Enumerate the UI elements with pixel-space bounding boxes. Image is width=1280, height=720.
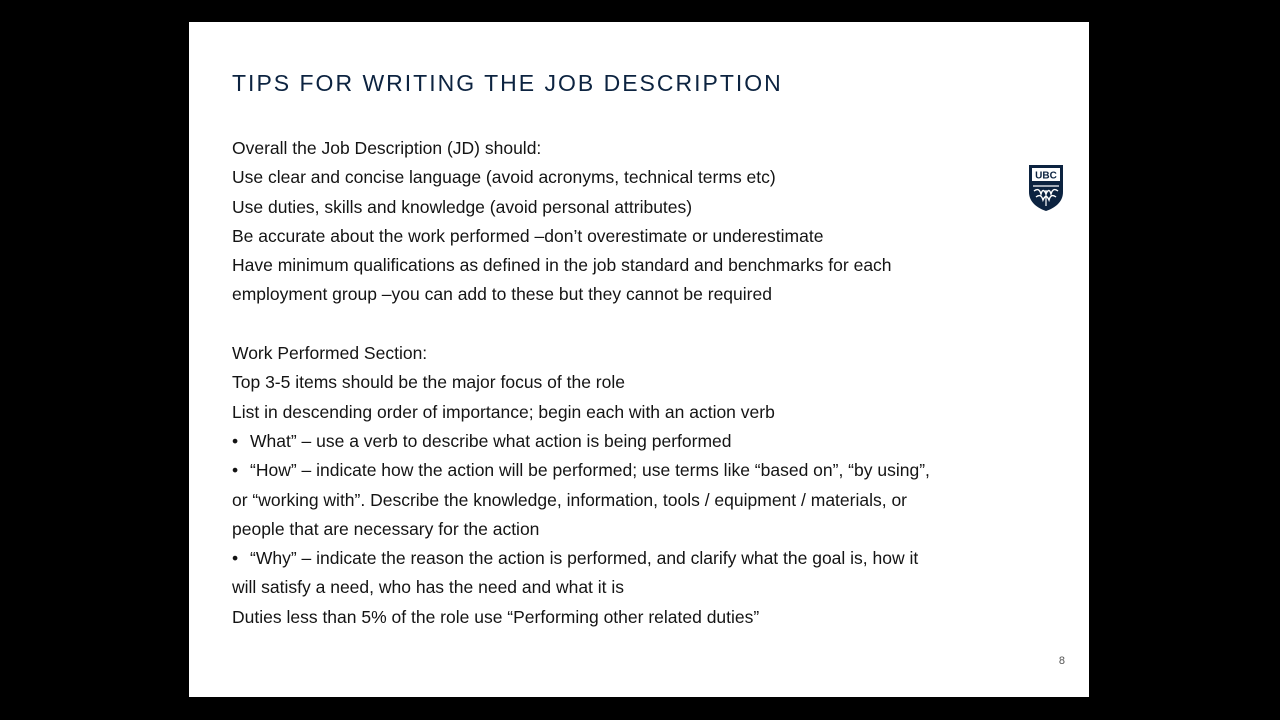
work-section-line: Top 3-5 items should be the major focus of the role xyxy=(232,372,625,393)
intro-line: Have minimum qualifications as defined in the job standard and benchmarks for each xyxy=(232,255,892,276)
slide-body xyxy=(232,134,992,632)
bullet-why xyxy=(232,544,992,573)
bullet-how-continued: or “working with”. Describe the knowledge, information, tools / equipment / materials, or xyxy=(232,489,908,510)
intro-line: Use duties, skills and knowledge (avoid personal attributes) xyxy=(232,196,693,217)
paragraph-spacer xyxy=(232,310,992,339)
intro-heading: Overall the Job Description (JD) should: xyxy=(232,138,542,158)
work-section-line: List in descending order of importance; begin each with an action verb xyxy=(232,401,775,422)
logo-text: UBC xyxy=(1035,170,1057,182)
bullet-icon: • xyxy=(232,430,239,451)
bullet-what xyxy=(232,427,992,456)
bullet-what-text: What” – use a verb to describe what action is being performed xyxy=(250,430,732,451)
intro-line: Be accurate about the work performed –don’t overestimate or underestimate xyxy=(232,225,824,246)
bullet-icon: • xyxy=(232,460,239,481)
slide xyxy=(189,22,1089,697)
ubc-logo-icon xyxy=(1028,164,1064,212)
intro-line: Use clear and concise language (avoid acronyms, technical terms etc) xyxy=(232,167,776,188)
slide-title: TIPS FOR WRITING THE JOB DESCRIPTION xyxy=(232,70,783,96)
page-number: 8 xyxy=(1058,655,1065,667)
bullet-how-continued: people that are necessary for the action xyxy=(232,518,540,539)
work-section-closing: Duties less than 5% of the role use “Performing other related duties” xyxy=(232,606,760,627)
bullet-why-continued: will satisfy a need, who has the need and what it is xyxy=(232,577,625,598)
bullet-why-text: “Why” – indicate the reason the action is performed, and clarify what the goal is, how it xyxy=(250,548,919,569)
bullet-how-text: “How” – indicate how the action will be performed; use terms like “based on”, “by using”, xyxy=(250,460,930,481)
work-section-heading: Work Performed Section: xyxy=(232,343,428,364)
bullet-icon: • xyxy=(232,548,239,569)
intro-line: employment group –you can add to these but they cannot be required xyxy=(232,284,772,305)
bullet-how xyxy=(232,456,992,485)
